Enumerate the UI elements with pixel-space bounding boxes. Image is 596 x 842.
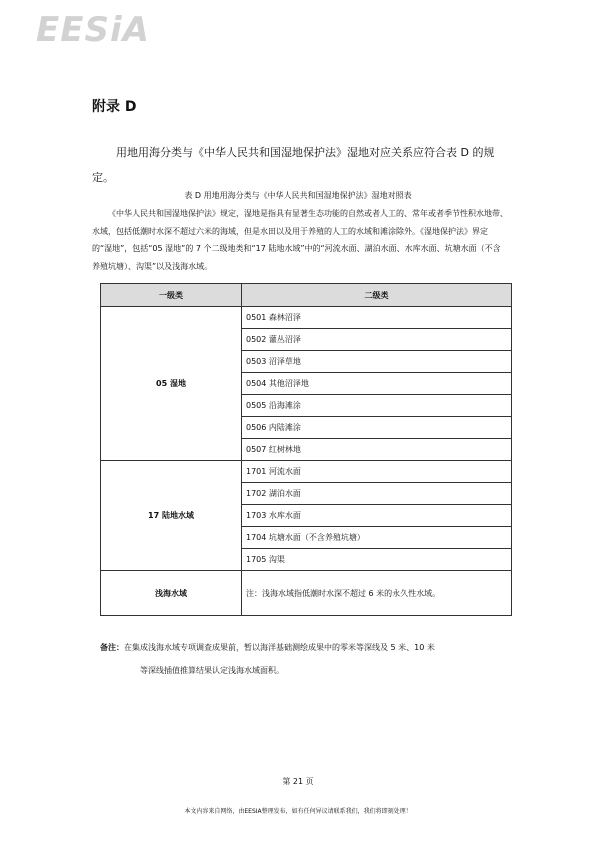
table-row	[101, 571, 512, 616]
category-cell: 浅海水域	[101, 571, 242, 616]
header-level1: 一级类	[101, 284, 242, 307]
subclass-cell: 0507 红树林地	[242, 439, 512, 461]
remark-text: 在集成浅海水域专项调查成果前，暂以海洋基础测绘成果中的零米等深线及 5 米、10 米	[124, 643, 435, 652]
description-paragraph: 《中华人民共和国湿地保护法》规定，湿地是指具有显著生态功能的自然或者人工的、常年或者季节性积水地带、水域，包括低潮时水深不超过六米的海域，但是水田以及用于养殖的人工的水域和滩涂除外。《湿地保护法》界定的“湿地”，包括“05 湿地”的 7 个二级地类和“17 陆地水域”中的“河流水面、湖泊水面、水库水面、坑塘水面（不含养殖坑塘）、沟渠”以及浅海水域。	[92, 209, 508, 271]
wetland-correspondence-table	[100, 283, 512, 616]
remark-label: 备注：	[100, 643, 124, 652]
table-row	[101, 461, 512, 483]
intro-paragraph: 用地用海分类与《中华人民共和国湿地保护法》湿地对应关系应符合表 D 的规定。	[92, 146, 495, 184]
subclass-cell: 1703 水库水面	[242, 505, 512, 527]
remark-line-continued: 等深线插值推算结果认定浅海水域面积。	[140, 666, 284, 675]
remark-line	[100, 636, 512, 659]
subclass-cell: 1704 坑塘水面（不含养殖坑塘）	[242, 527, 512, 549]
subclass-cell: 0505 沿海滩涂	[242, 395, 512, 417]
subclass-cell: 0504 其他沼泽地	[242, 373, 512, 395]
subclass-cell: 1701 河流水面	[242, 461, 512, 483]
remark-block	[100, 636, 512, 682]
table-header-row	[101, 284, 512, 307]
subclass-cell: 1705 沟渠	[242, 549, 512, 571]
subclass-cell: 0503 沼泽草地	[242, 351, 512, 373]
table-row	[101, 307, 512, 329]
appendix-heading: 附录 D	[92, 99, 137, 115]
table-caption: 表 D 用地用海分类与《中华人民共和国湿地保护法》湿地对照表	[184, 191, 412, 200]
subclass-cell: 1702 湖泊水面	[242, 483, 512, 505]
page-number: 第 21 页	[282, 777, 314, 786]
footer-disclaimer: 本文内容来自网络，由EESIA整理发布，如有任何异议请联系我们，我们将即刻处理！	[184, 808, 412, 815]
category-cell: 17 陆地水域	[101, 461, 242, 571]
header-level2: 二级类	[242, 284, 512, 307]
subclass-cell: 0502 灌丛沼泽	[242, 329, 512, 351]
subclass-cell: 0506 内陆滩涂	[242, 417, 512, 439]
subclass-note-cell: 注：浅海水域指低潮时水深不超过 6 米的永久性水域。	[242, 571, 512, 616]
category-cell: 05 湿地	[101, 307, 242, 461]
eesia-logo: EESiA	[36, 10, 150, 50]
subclass-cell: 0501 森林沼泽	[242, 307, 512, 329]
